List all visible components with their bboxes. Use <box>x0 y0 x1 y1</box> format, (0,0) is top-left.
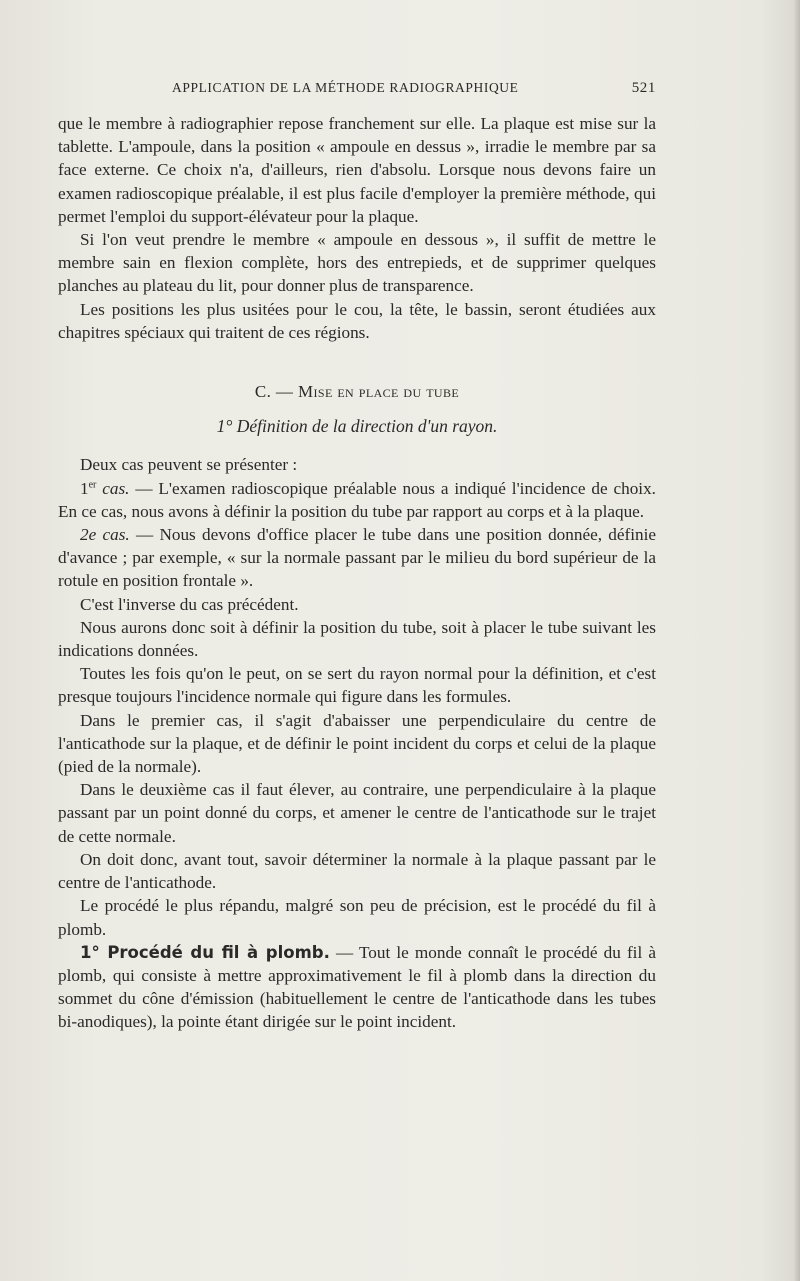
page-number: 521 <box>631 79 656 96</box>
paragraph-12: On doit donc, avant tout, savoir déterminer la normale à la plaque passant par le centre de l'anticathode. <box>58 849 656 893</box>
case-1-number: 1 <box>80 478 89 498</box>
paragraph-10: Dans le premier cas, il s'agit d'abaisser une perpendiculaire du centre de l'anticathode sur la plaque, et de définir le point incident du corps et celui de la plaque (pied de la normale). <box>58 710 656 777</box>
case-2-text: — Nous devons d'office placer le tube dans une position donnée, définie d'avance ; par exemple, « sur la normale passant par le milieu du bord supérieur de la rotule en position frontale ». <box>58 525 656 591</box>
case-1-text: — L'examen radioscopique préalable nous a indiqué l'incidence de choix. En ce cas, nous avons à définir la position du tube par rapport au corps et à la plaque. <box>58 478 656 521</box>
section-heading <box>58 380 656 403</box>
paragraph-11: Dans le deuxième cas il faut élever, au contraire, une perpendiculaire à la plaque passant par un point donné du corps, et amener le centre de l'anticathode sur le trajet de cette normale. <box>58 780 656 846</box>
method-heading: 1° Procédé du fil à plomb. <box>80 942 330 962</box>
running-title: APPLICATION DE LA MÉTHODE RADIOGRAPHIQUE <box>172 80 519 95</box>
case-2-label: 2e cas. <box>80 525 130 545</box>
method-text: — Tout le monde connaît le procédé du fil à plomb, qui consiste à mettre approximativement le fil à plomb dans la direction du sommet du cône d'émission (habituellement le centre de l'anticathode dans les tubes bi-anodiques), la pointe étant dirigée sur le point incident. <box>58 942 656 1032</box>
paragraph-1: que le membre à radiographier repose franchement sur elle. La plaque est mise sur la tablette. L'ampoule, dans la position « ampoule en dessus », irradie le membre par sa face externe. Ce choix n'a, d'ailleurs, rien d'absolu. Lorsque nous devons faire un examen radioscopique préalable, il est plus facile d'employer la première méthode, qui permet l'emploi du support-élévateur pour la plaque. <box>58 114 656 226</box>
subsection-heading: 1° Définition de la direction d'un rayon. <box>216 416 498 437</box>
section-title: Mise en place du tube <box>297 382 460 402</box>
paragraph-14 <box>58 941 656 1034</box>
paragraph-13: Le procédé le plus répandu, malgré son peu de précision, est le procédé du fil à plomb. <box>58 896 656 939</box>
running-head <box>172 78 656 98</box>
body-text <box>58 112 656 1034</box>
paragraph-4: Deux cas peuvent se présenter : <box>80 455 298 475</box>
case-1-superscript: er <box>88 478 97 490</box>
paragraph-2: Si l'on veut prendre le membre « ampoule en dessous », il suffit de mettre le membre sain en flexion complète, hors des entrepieds, et de supprimer quelques planches au plateau du lit, pour donner plus de transparence. <box>58 230 656 296</box>
paragraph-6 <box>58 523 656 593</box>
paragraph-9: Toutes les fois qu'on le peut, on se sert du rayon normal pour la définition, et c'est presque toujours l'incidence normale qui figure dans les formules. <box>58 664 656 707</box>
paragraph-7: C'est l'inverse du cas précédent. <box>80 594 299 614</box>
paragraph-8: Nous aurons donc soit à définir la position du tube, soit à placer le tube suivant les indications données. <box>58 617 656 661</box>
paragraph-5 <box>58 477 656 523</box>
section-prefix: C. — <box>254 382 298 402</box>
case-1-label: cas. <box>96 478 130 498</box>
page-edge <box>794 0 800 1281</box>
paragraph-3: Les positions les plus usitées pour le cou, la tête, le bassin, seront étudiées aux chapitres spéciaux qui traitent de ces régions. <box>58 299 656 342</box>
